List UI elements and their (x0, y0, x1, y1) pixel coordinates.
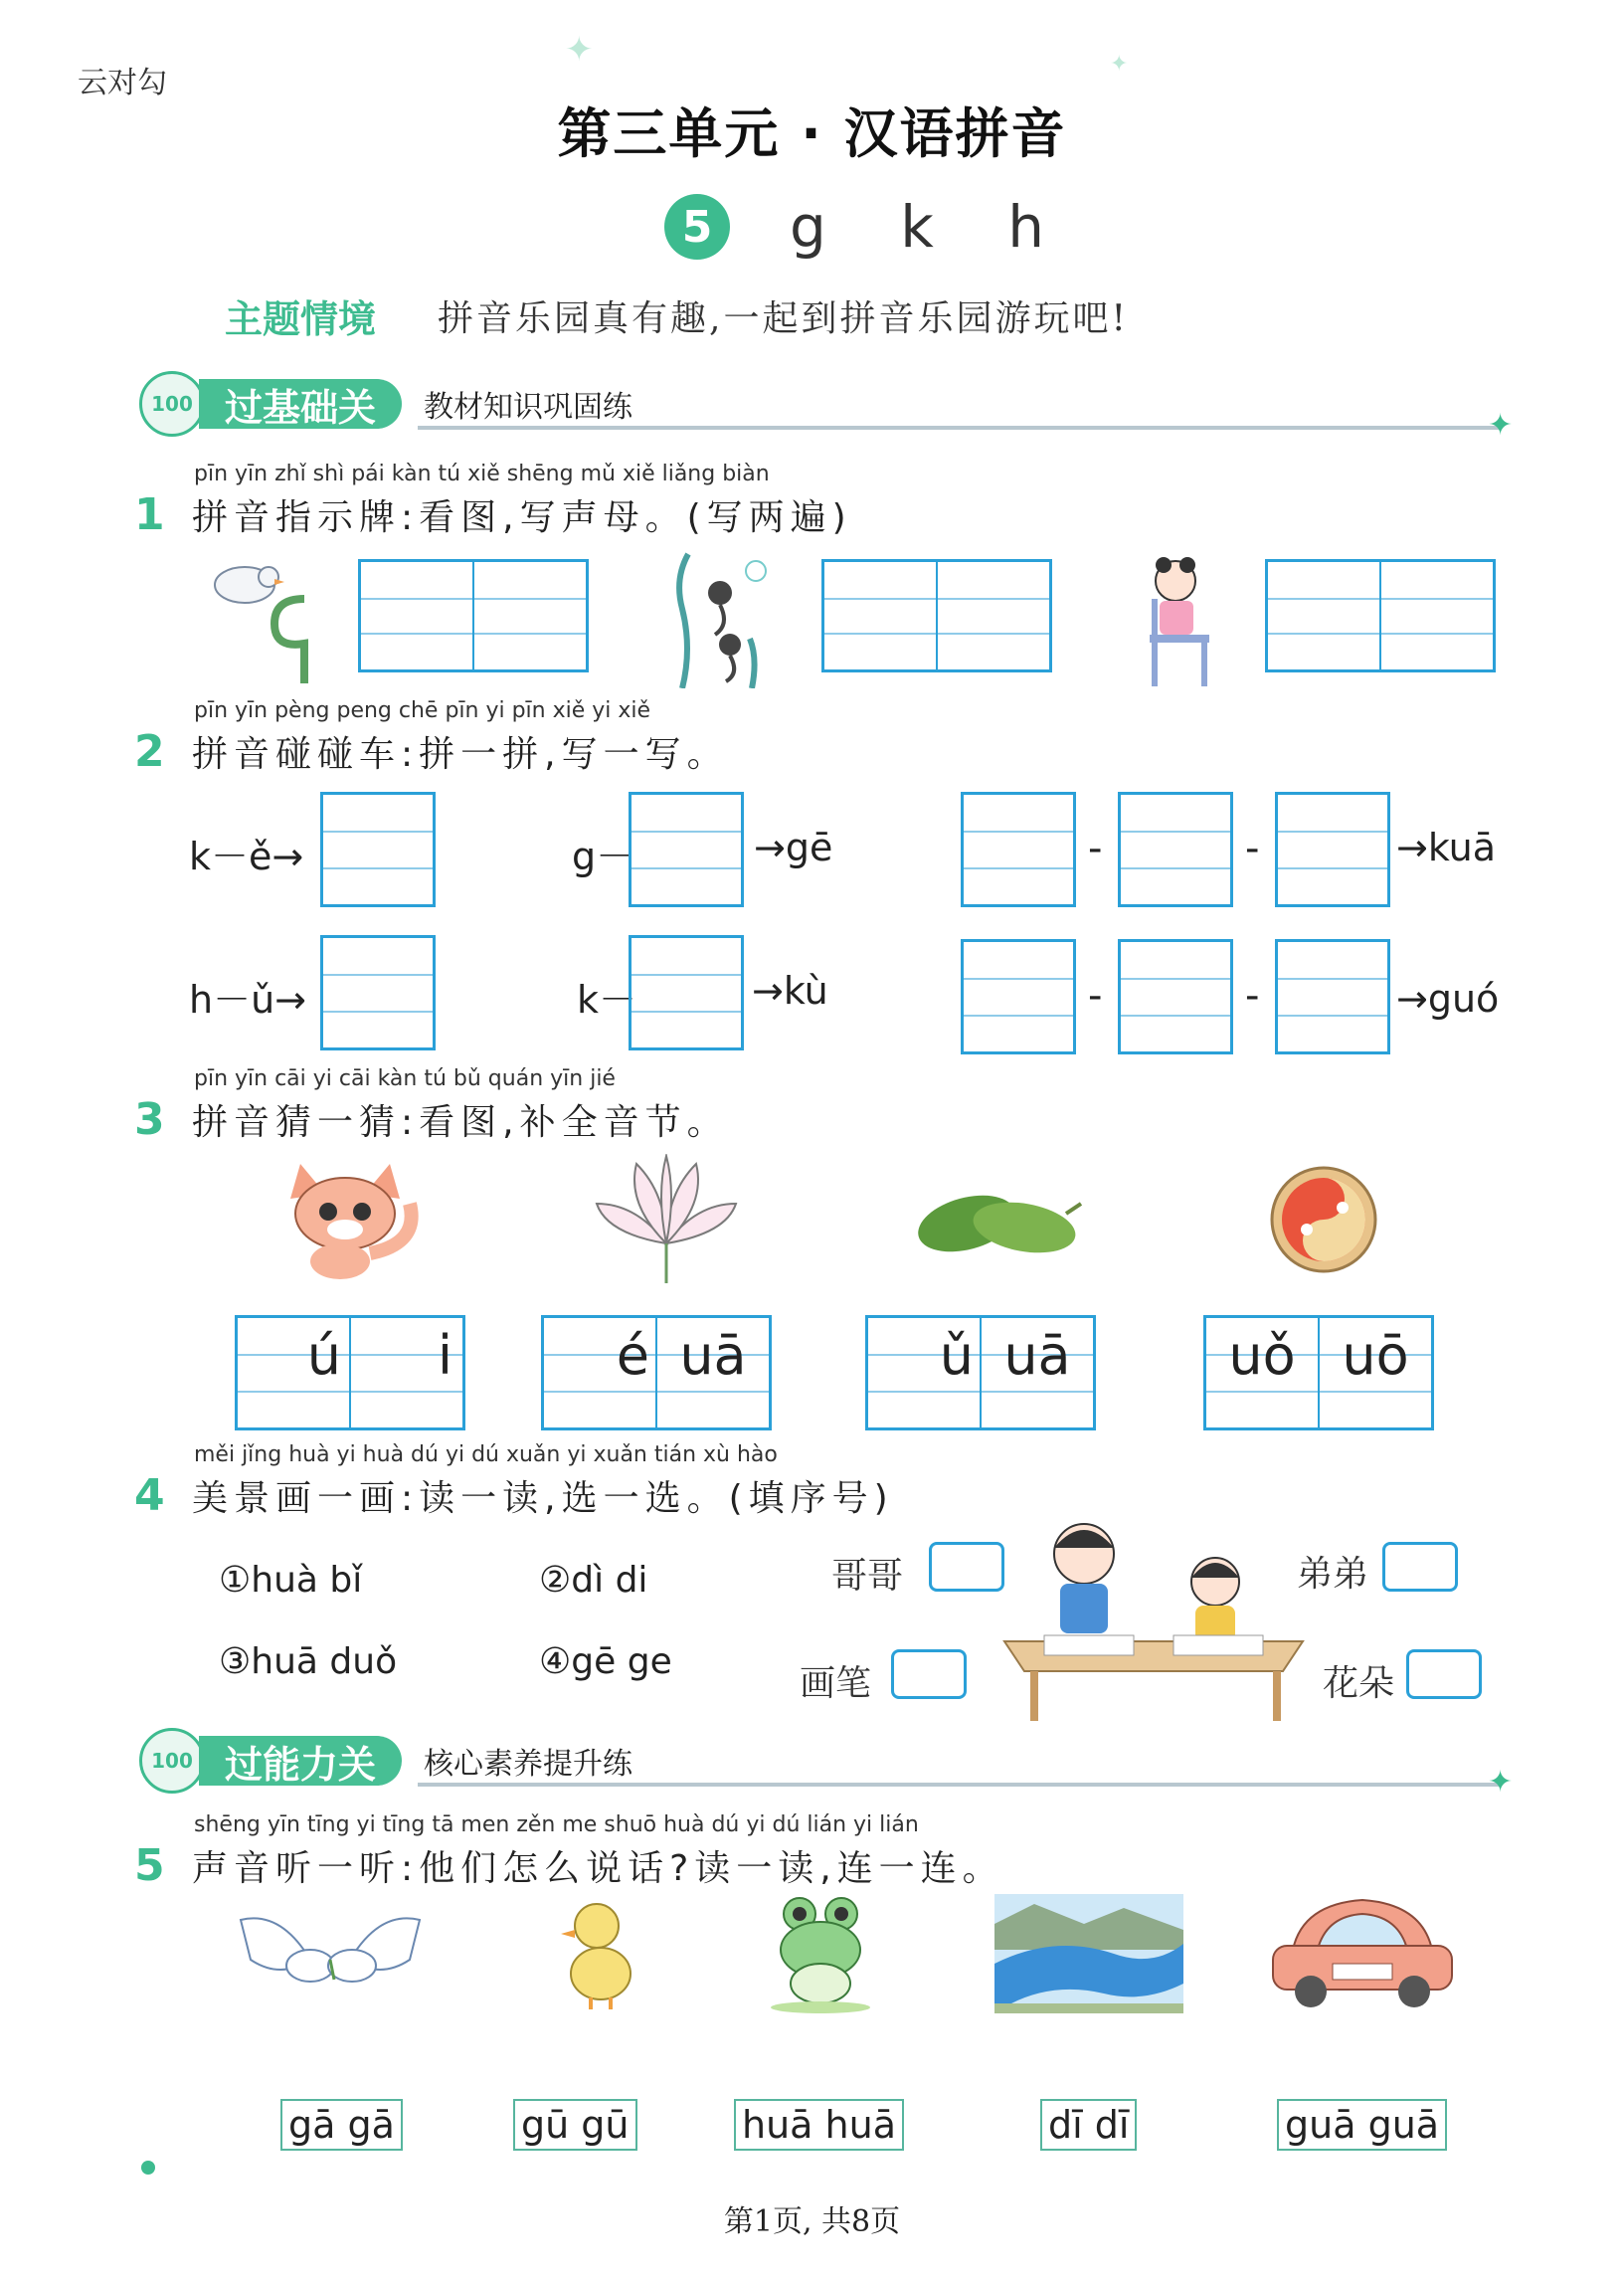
decor-dot (141, 2161, 155, 2175)
answer-grid[interactable] (1118, 792, 1233, 907)
answer-grid[interactable] (320, 792, 436, 907)
section-title: 过基础关 (199, 379, 402, 429)
question-number: 5 (134, 1840, 165, 1891)
sound-box-5[interactable]: guā guā (1277, 2099, 1447, 2151)
answer-grid[interactable] (1275, 792, 1390, 907)
spell-expression: h－ǔ→ (189, 978, 307, 1022)
bitter-melon-picture (907, 1154, 1086, 1283)
grid-cell[interactable] (1278, 942, 1387, 1051)
theme-label: 主题情境 (225, 297, 377, 341)
q3-pinyin: pīn yīn cāi yi cāi kàn tú bǔ quán yīn jié (194, 1066, 616, 1091)
grid-text: i (437, 1324, 452, 1387)
grid-cell[interactable] (1206, 1318, 1320, 1427)
sound-box-2[interactable]: gū gū (513, 2099, 637, 2151)
grid-cell[interactable] (1268, 562, 1381, 669)
spell-expression: k－ě→ (189, 835, 304, 878)
grid-text: é (616, 1324, 649, 1387)
grid-cell[interactable] (323, 795, 433, 904)
question-text: 拼音碰碰车:拼一拼,写一写。 (192, 734, 729, 775)
bird-and-vine-picture (205, 549, 324, 688)
grid-cell[interactable] (351, 1318, 462, 1427)
grid-cell[interactable] (1320, 1318, 1431, 1427)
answer-box-huabi[interactable] (891, 1649, 967, 1699)
section-banner-basic (139, 374, 632, 434)
grid-cell[interactable] (474, 562, 586, 669)
fox-picture (280, 1154, 430, 1283)
q4-pinyin: měi jǐng huà yi huà dú yi dú xuǎn yi xuǎn tián xù hào (194, 1442, 778, 1467)
choice-1: ①huà bǐ (219, 1560, 363, 1601)
syllable-grid-lotus[interactable] (541, 1315, 772, 1430)
choice-4: ④gē ge (539, 1641, 672, 1682)
kids-drawing-picture (985, 1512, 1323, 1721)
answer-grid[interactable] (1118, 939, 1233, 1054)
decor-star-top-right: ✦ (1110, 52, 1129, 77)
grid-cell[interactable] (544, 1318, 657, 1427)
q1-pinyin: pīn yīn zhǐ shì pái kàn tú xiě shēng mǔ xiě liǎng biàn (194, 462, 770, 486)
grid-cell[interactable] (964, 942, 1073, 1051)
theme-text: 拼音乐园真有趣,一起到拼音乐园游玩吧! (438, 298, 1129, 339)
section-divider (418, 426, 1502, 430)
dash-separator: - (1245, 973, 1260, 1019)
section-title: 过能力关 (199, 1736, 402, 1786)
star-icon: ✦ (1488, 1765, 1514, 1800)
dash-separator: - (1088, 826, 1103, 871)
question-number: 4 (134, 1470, 165, 1521)
grid-text: uō (1342, 1324, 1409, 1387)
car-picture (1263, 1890, 1462, 2013)
grid-text: uā (1003, 1324, 1071, 1387)
frog-picture (766, 1890, 875, 2013)
choice-3: ③huā duǒ (219, 1641, 398, 1682)
answer-box-huaduo[interactable] (1406, 1649, 1482, 1699)
question-number: 3 (134, 1094, 165, 1145)
question-text: 拼音指示牌:看图,写声母。(写两遍) (192, 497, 852, 538)
question-text: 美景画一画:读一读,选一选。(填序号) (192, 1478, 894, 1519)
hotpot-picture (1259, 1150, 1388, 1279)
spell-result: →guó (1396, 977, 1500, 1021)
syllable-grid-melon[interactable] (865, 1315, 1096, 1430)
grid-cell[interactable] (1278, 795, 1387, 904)
syllable-grid-fox[interactable] (235, 1315, 465, 1430)
doves-picture (231, 1900, 430, 2009)
question-2 (134, 726, 729, 777)
sound-box-4[interactable]: dī dī (1040, 2099, 1137, 2151)
grid-text: uǒ (1228, 1324, 1296, 1387)
page-footer: 第1页, 共8页 (723, 2204, 901, 2239)
sound-box-1[interactable]: gā gā (280, 2099, 403, 2151)
label-huabi: 画笔 (800, 1663, 872, 1704)
section-subtitle: 核心素养提升练 (424, 1747, 633, 1782)
grid-cell[interactable] (824, 562, 938, 669)
dash-separator: - (1245, 826, 1260, 871)
brand-logo-text: 云对勾 (78, 66, 167, 100)
lotus-picture (587, 1154, 746, 1283)
grid-cell[interactable] (982, 1318, 1093, 1427)
tadpoles-picture (672, 549, 772, 688)
writing-grid-q1-1[interactable] (358, 559, 589, 672)
girl-on-chair-picture (1130, 549, 1229, 688)
grid-cell[interactable] (323, 938, 433, 1047)
lesson-letters: g k h (790, 193, 1053, 261)
star-icon: ✦ (1488, 408, 1514, 443)
syllable-grid-hotpot[interactable] (1203, 1315, 1434, 1430)
answer-grid[interactable] (629, 792, 744, 907)
spell-result: →kuā (1396, 826, 1497, 869)
section-subtitle: 教材知识巩固练 (424, 390, 633, 425)
section-divider (418, 1783, 1502, 1787)
question-text: 声音听一听:他们怎么说话?读一读,连一连。 (192, 1848, 1004, 1889)
writing-grid-q1-2[interactable] (821, 559, 1052, 672)
decor-star-top: ✦ (565, 30, 594, 70)
dash-separator: - (1088, 973, 1103, 1019)
answer-grid[interactable] (629, 935, 744, 1050)
section-star-badge: 100 (139, 1728, 205, 1794)
grid-cell[interactable] (361, 562, 474, 669)
answer-grid[interactable] (961, 792, 1076, 907)
grid-cell[interactable] (938, 562, 1049, 669)
river-picture (994, 1894, 1183, 2013)
spell-expression: k－ (577, 978, 637, 1022)
question-number: 1 (134, 489, 165, 540)
grid-cell[interactable] (632, 938, 741, 1047)
question-5 (134, 1840, 1004, 1891)
label-gege: 哥哥 (831, 1556, 904, 1597)
grid-cell[interactable] (1381, 562, 1493, 669)
grid-text: ǔ (939, 1324, 974, 1387)
spell-expression: g－ (572, 835, 634, 878)
page-title: 第三单元 · 汉语拼音 (557, 102, 1067, 165)
grid-cell[interactable] (1121, 795, 1230, 904)
grid-text: ú (306, 1324, 341, 1387)
grid-cell[interactable] (868, 1318, 982, 1427)
spell-result: →kù (752, 969, 828, 1013)
grid-cell[interactable] (1121, 942, 1230, 1051)
spell-result: →gē (754, 826, 833, 869)
answer-grid[interactable] (320, 935, 436, 1050)
lesson-header (664, 187, 1052, 267)
choice-2: ②dì di (539, 1560, 648, 1601)
q2-pinyin: pīn yīn pèng peng chē pīn yi pīn xiě yi xiě (194, 698, 651, 723)
grid-text: uā (679, 1324, 747, 1387)
question-number: 2 (134, 726, 165, 777)
section-star-badge: 100 (139, 371, 205, 437)
question-text: 拼音猜一猜:看图,补全音节。 (192, 1102, 729, 1143)
answer-box-didi[interactable] (1382, 1542, 1458, 1592)
answer-grid[interactable] (961, 939, 1076, 1054)
section-banner-ability (139, 1731, 632, 1791)
writing-grid-q1-3[interactable] (1265, 559, 1496, 672)
lesson-number-badge: 5 (664, 194, 730, 260)
sound-box-3[interactable]: huā huā (734, 2099, 904, 2151)
question-1 (134, 489, 852, 540)
label-huaduo: 花朵 (1323, 1663, 1395, 1704)
grid-cell[interactable] (964, 795, 1073, 904)
label-didi: 弟弟 (1297, 1554, 1369, 1595)
answer-grid[interactable] (1275, 939, 1390, 1054)
question-4 (134, 1470, 894, 1521)
grid-cell[interactable] (238, 1318, 351, 1427)
q5-pinyin: shēng yīn tīng yi tīng tā men zěn me shuō huà dú yi dú lián yi lián (194, 1812, 919, 1837)
grid-cell[interactable] (657, 1318, 769, 1427)
question-3 (134, 1094, 729, 1145)
duckling-picture (551, 1894, 640, 2013)
grid-cell[interactable] (632, 795, 741, 904)
